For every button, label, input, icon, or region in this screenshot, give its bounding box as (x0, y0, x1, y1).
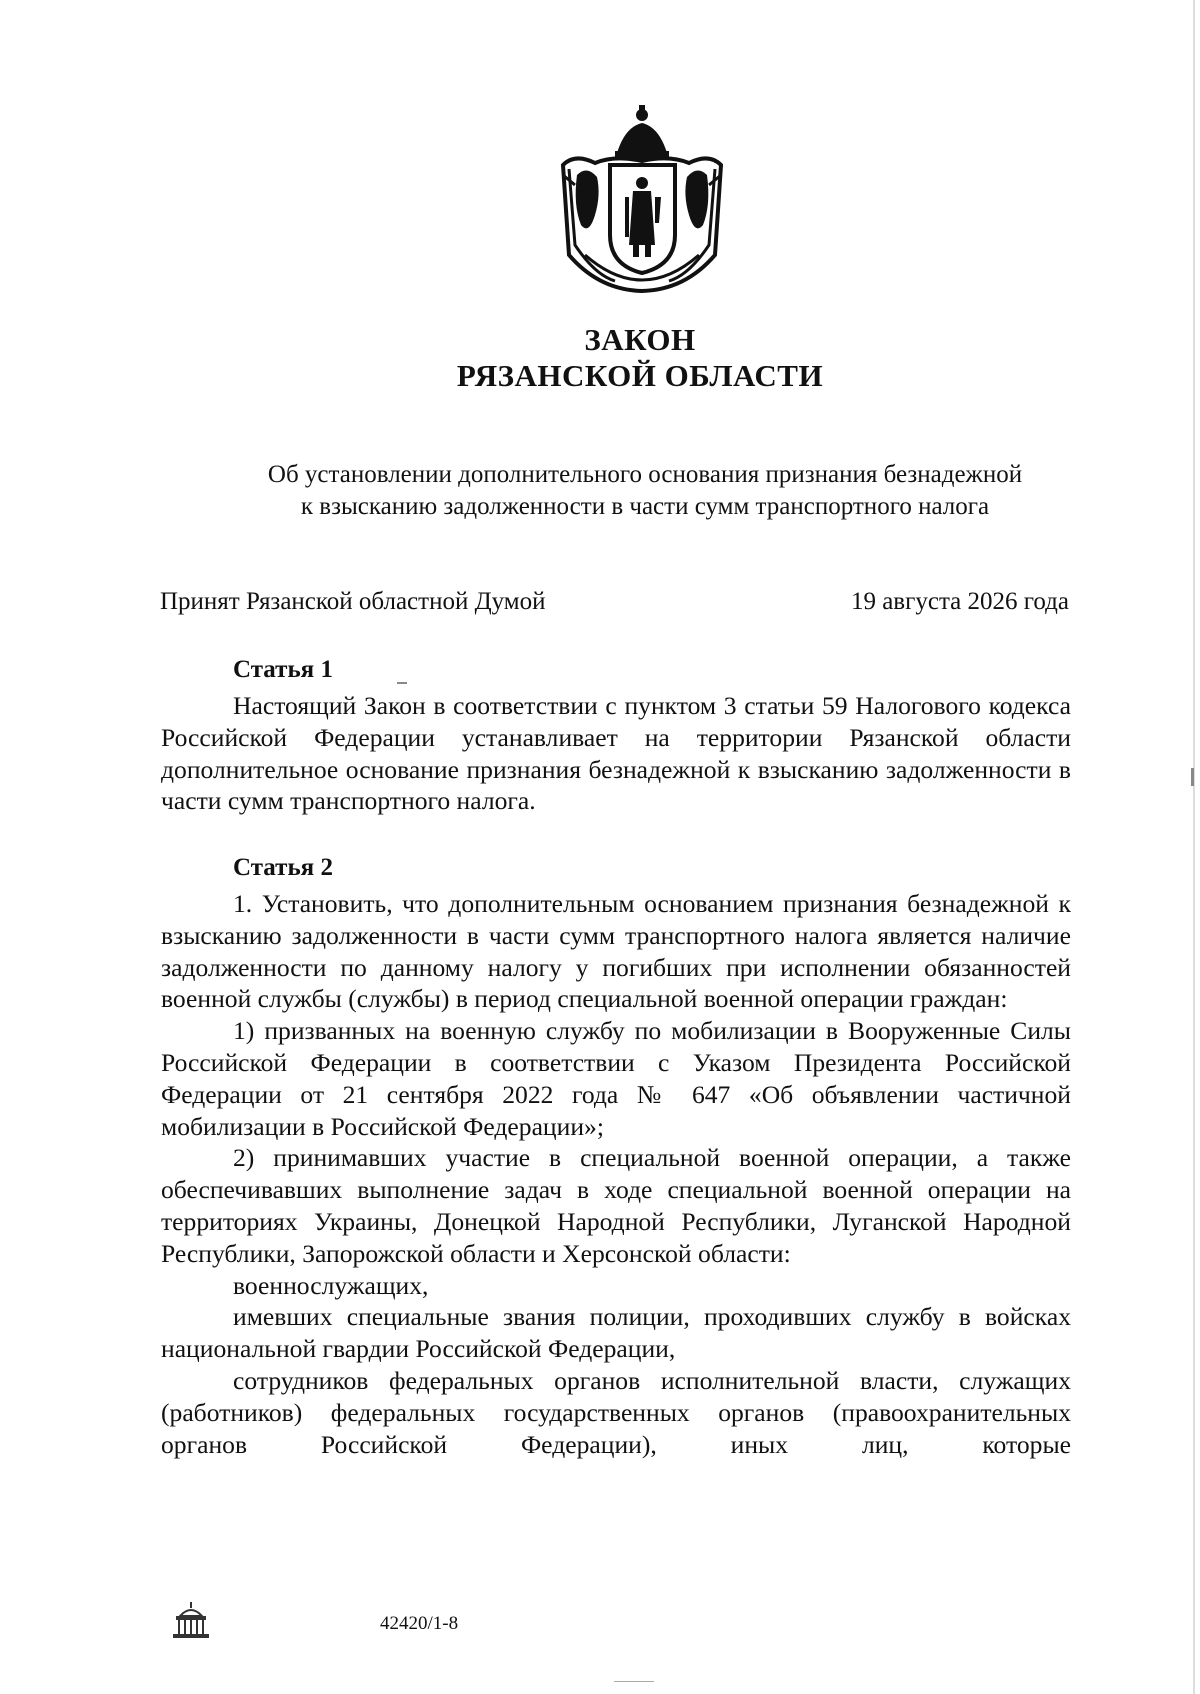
coat-of-arms-emblem (555, 105, 730, 295)
document-title-line2: РЯЗАНСКОЙ ОБЛАСТИ (456, 358, 824, 393)
document-subtitle-line1: Об установлении дополнительного основания признания безнадежной (267, 461, 1023, 488)
document-title-line1: ЗАКОН (584, 322, 696, 357)
duma-building-icon (170, 1600, 212, 1642)
article-2-paragraph: 1) призванных на военную службу по мобилизации в Вооруженные Силы Российской Федерации в соответствии с Указом Президента Российской Федерации от 21 сентября 2022 года № 647 «Об объявлении частичной мобилизации в Российской Федерации»; (161, 1016, 1071, 1141)
scan-dash-mark (397, 682, 407, 684)
article-2-paragraph: военнослужащих, (233, 1270, 429, 1300)
adoption-date: 19 августа 2026 года (850, 588, 1069, 615)
scan-dash-mark (614, 1681, 654, 1682)
article-2-paragraph: имевших специальные звания полиции, проходивших службу в войсках национальной гвардии Российской Федерации, (161, 1302, 1071, 1364)
article-1-heading: Статья 1 (233, 656, 333, 683)
scan-edge-mark (1191, 768, 1194, 786)
article-2-heading: Статья 2 (233, 854, 333, 881)
article-2-body (161, 888, 1071, 1460)
scan-edge-mark (1193, 0, 1195, 1694)
article-1-body (161, 690, 1071, 817)
document-registration-code: 42420/1-8 (380, 1613, 459, 1634)
article-2-paragraph: 1. Установить, что дополнительным основанием признания безнадежной к взысканию задолженности в части сумм транспортного налога является наличие задолженности по данному налогу у погибших при исполнении обязанностей военной службы (службы) в период специальной военной операции граждан: (161, 889, 1071, 1014)
article-1-paragraph: Настоящий Закон в соответствии с пунктом 3 статьи 59 Налогового кодекса Российской Федерации устанавливает на территории Рязанской области дополнительное основание признания безнадежной к взысканию задолженности в части сумм транспортного налога. (161, 691, 1071, 816)
article-2-paragraph: 2) принимавших участие в специальной военной операции, а также обеспечивавших выполнение задач в ходе специальной военной операции на территориях Украины, Донецкой Народной Республики, Луганской Народной Республики, Запорожской области и Херсонской области: (161, 1143, 1071, 1268)
adoption-authority: Принят Рязанской областной Думой (160, 588, 546, 615)
article-2-paragraph: сотрудников федеральных органов исполнительной власти, служащих (работников) федеральных государственных органов (правоохранительных органов Российской Федерации), иных лиц, которые (161, 1365, 1071, 1459)
document-subtitle-line2: к взысканию задолженности в части сумм транспортного налога (300, 493, 990, 520)
